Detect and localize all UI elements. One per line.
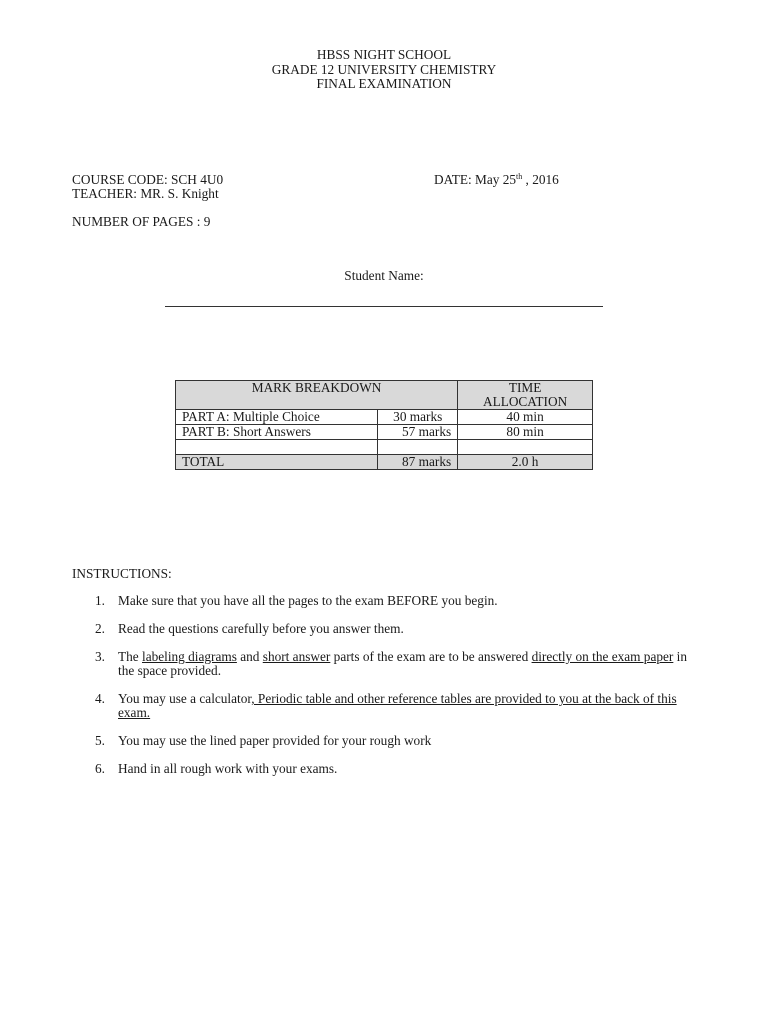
mark-breakdown-table	[175, 380, 593, 470]
underlined-text: , Periodic table and other reference tables are provided to you at the back of this exam.	[118, 691, 677, 720]
item-number: 2.	[95, 621, 105, 636]
total-label: TOTAL	[176, 455, 378, 470]
header-time-line1: TIME	[508, 380, 542, 395]
list-item	[72, 692, 692, 720]
header-mark-breakdown: MARK BREAKDOWN	[176, 381, 458, 410]
empty-cell	[458, 440, 593, 455]
table-row	[176, 425, 593, 440]
teacher: TEACHER: MR. S. Knight	[72, 186, 219, 201]
empty-cell	[378, 440, 458, 455]
table-header-row	[176, 381, 593, 410]
list-item	[72, 594, 692, 608]
text-run: The	[118, 649, 142, 664]
text-run: You may use a calculator	[118, 691, 252, 706]
item-text: You may use the lined paper provided for your rough work	[118, 733, 432, 748]
total-marks: 87 marks	[378, 455, 458, 470]
text-run: in the space provided.	[118, 649, 688, 678]
total-time: 2.0 h	[458, 455, 593, 470]
school-name: HBSS NIGHT SCHOOL	[316, 47, 452, 62]
underlined-text: short answer	[262, 649, 331, 664]
header-time-line2: ALLOCATION	[482, 394, 568, 409]
part-time: 40 min	[458, 410, 593, 425]
item-text	[118, 691, 677, 720]
part-time: 80 min	[458, 425, 593, 440]
item-number: 4.	[95, 691, 105, 706]
text-run: parts of the exam are to be answered	[330, 649, 532, 664]
student-name-label: Student Name:	[344, 268, 424, 283]
list-item	[72, 650, 692, 678]
table-total-row	[176, 455, 593, 470]
list-item	[72, 762, 692, 776]
date-year: , 2016	[522, 172, 559, 187]
item-number: 5.	[95, 733, 105, 748]
header-time-allocation	[458, 381, 593, 410]
item-text	[118, 649, 687, 678]
course-title: GRADE 12 UNIVERSITY CHEMISTRY	[271, 62, 497, 77]
item-text: Hand in all rough work with your exams.	[118, 761, 338, 776]
item-number: 1.	[95, 593, 105, 608]
part-marks: 30 marks	[378, 410, 458, 425]
item-number: 6.	[95, 761, 105, 776]
course-code: COURSE CODE: SCH 4U0	[72, 172, 224, 187]
date-ordinal: th	[516, 172, 523, 181]
instructions-heading: INSTRUCTIONS:	[72, 566, 172, 581]
empty-cell	[176, 440, 378, 455]
list-item	[72, 734, 692, 748]
date-prefix: DATE: May 25	[434, 172, 516, 187]
table-row	[176, 410, 593, 425]
item-number: 3.	[95, 649, 105, 664]
part-label: PART A: Multiple Choice	[176, 410, 378, 425]
underlined-text: labeling diagrams	[142, 649, 237, 664]
page-count: NUMBER OF PAGES : 9	[72, 214, 211, 229]
item-text: Make sure that you have all the pages to the exam BEFORE you begin.	[118, 593, 498, 608]
text-run: and	[236, 649, 263, 664]
part-label: PART B: Short Answers	[176, 425, 378, 440]
underlined-text: directly on the exam paper	[531, 649, 674, 664]
list-item	[72, 622, 692, 636]
student-name-line[interactable]	[165, 306, 603, 307]
part-marks: 57 marks	[378, 425, 458, 440]
table-row-empty	[176, 440, 593, 455]
exam-title: FINAL EXAMINATION	[316, 76, 452, 91]
instructions-list	[72, 594, 692, 790]
exam-date	[434, 172, 559, 187]
item-text: Read the questions carefully before you answer them.	[118, 621, 404, 636]
